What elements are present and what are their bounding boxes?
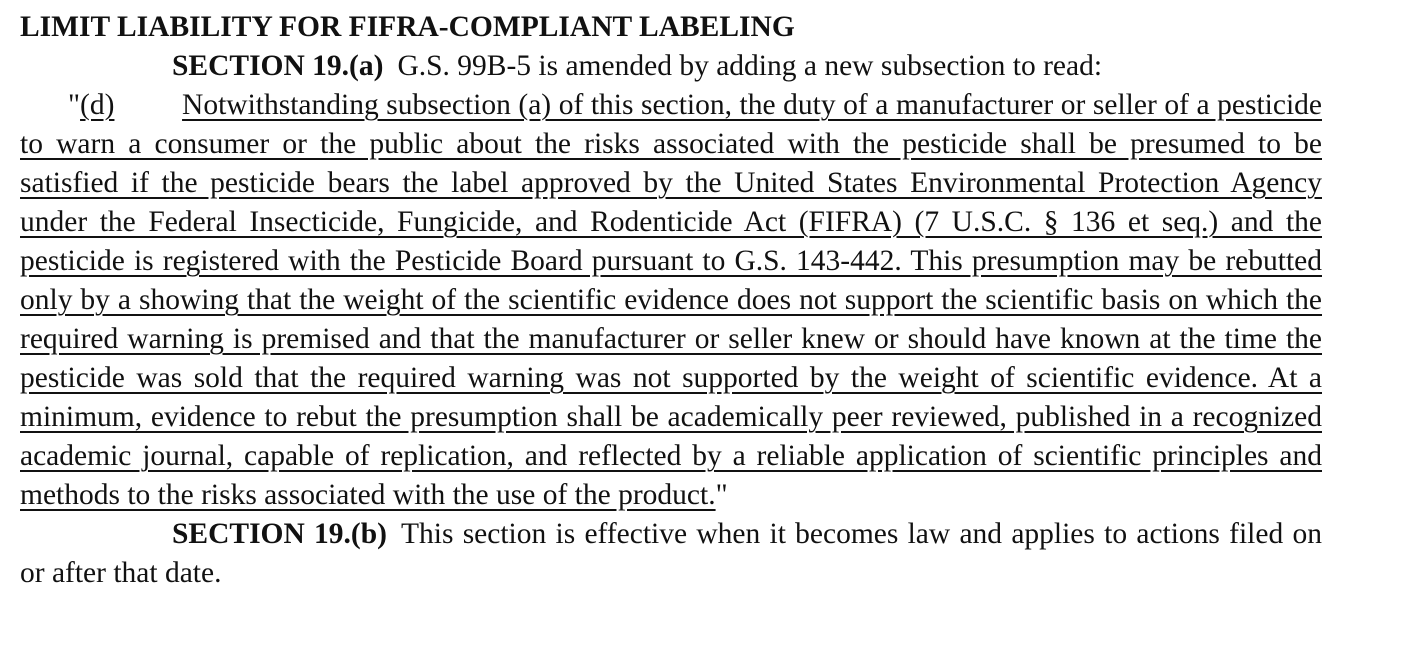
- subsection-d-close-quote: ": [715, 479, 728, 511]
- subsection-d-label: (d): [80, 89, 115, 121]
- section-19b-paragraph: [20, 515, 1322, 593]
- section-heading: LIMIT LIABILITY FOR FIFRA-COMPLIANT LABELING: [20, 11, 795, 43]
- document-page: [20, 8, 1322, 593]
- section-19a-text: G.S. 99B-5 is amended by adding a new subsection to read:: [397, 50, 1103, 82]
- subsection-d-paragraph: [20, 86, 1322, 515]
- section-19a-label: SECTION 19.(a): [172, 50, 384, 82]
- subsection-d-body: Notwithstanding subsection (a) of this section, the duty of a manufacturer or seller of a pesticide to warn a consumer or the public about the risks associated with the pesticide shall be presumed to be satisfied if the pesticide bears the label approved by the United States Environmental Protection Agency under the Federal Insecticide, Fungicide, and Rodenticide Act (FIFRA) (7 U.S.C. § 136 et seq.) and the pesticide is registered with the Pesticide Board pursuant to G.S. 143-442. This presumption may be rebutted only by a showing that the weight of the scientific evidence does not support the scientific basis on which the required warning is premised and that the manufacturer or seller knew or should have known at the time the pesticide was sold that the required warning was not supported by the weight of scientific evidence. At a minimum, evidence to rebut the presumption shall be academically peer reviewed, published in a recognized academic journal, capable of replication, and reflected by a reliable application of scientific principles and methods to the risks associated with the use of the product.: [20, 89, 1322, 511]
- section-19a-paragraph: [20, 47, 1322, 86]
- section-19b-label: SECTION 19.(b): [172, 518, 387, 550]
- subsection-d-open-quote: ": [68, 89, 81, 121]
- section-19b-text: This section is effective when it becomes law and applies to actions filed on or after that date.: [20, 518, 1322, 589]
